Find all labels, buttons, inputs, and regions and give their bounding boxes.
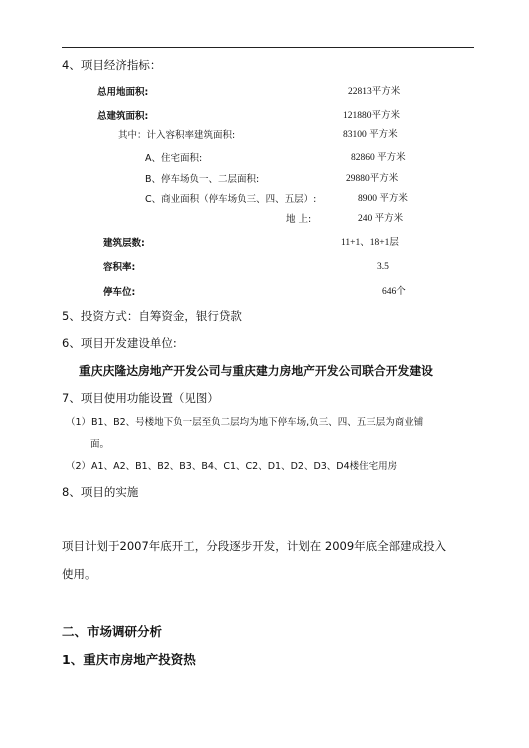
section-7-item-1-cont: 面。: [90, 439, 110, 450]
chapter-2-heading: 二、市场调研分析: [62, 624, 163, 639]
parking-area-value: 29880平方米: [346, 174, 399, 184]
total-building-area-value: 121880平方米: [343, 111, 401, 121]
section-5-heading: 5、投资方式：自筹资金，银行贷款: [62, 309, 242, 323]
parking-area-label: B、停车场负一、二层面积:: [145, 174, 260, 185]
section-4-heading: 4、项目经济指标：: [62, 58, 162, 72]
section-7-item-2: （2）A1、A2、B1、B2、B3、B4、C1、C2、D1、D2、D3、D4楼住宅用房: [66, 461, 398, 472]
parking-spaces-value: 646个: [382, 287, 406, 297]
floors-label: 建筑层数:: [103, 238, 145, 249]
section-7-heading: 7、项目使用功能设置（见图）: [62, 391, 219, 405]
above-ground-label: 地 上:: [286, 214, 312, 225]
commercial-area-label: C、商业面积（停车场负三、四、五层）:: [145, 194, 317, 205]
far-label: 容积率:: [103, 262, 136, 273]
section-8-paragraph-cont: 使用。: [62, 567, 97, 581]
section-6-heading: 6、项目开发建设单位:: [62, 336, 177, 350]
residential-area-label: A、住宅面积:: [145, 153, 203, 164]
total-land-area-value: 22813平方米: [348, 87, 401, 97]
section-8-paragraph: 项目计划于2007年底开工，分段逐步开发，计划在 2009年底全部建成投入: [62, 539, 447, 553]
parking-spaces-label: 停车位:: [103, 287, 136, 298]
far-area-label: 其中：计入容积率建筑面积:: [118, 130, 236, 141]
above-ground-value: 240 平方米: [358, 214, 404, 224]
floors-value: 11+1、18+1层: [341, 238, 399, 248]
commercial-area-value: 8900 平方米: [358, 194, 408, 204]
subsection-1-heading: 1、重庆市房地产投资热: [62, 652, 196, 667]
header-rule: [62, 47, 474, 48]
far-area-value: 83100 平方米: [343, 130, 398, 140]
total-land-area-label: 总用地面积:: [97, 87, 149, 98]
far-value: 3.5: [377, 262, 389, 272]
total-building-area-label: 总建筑面积:: [97, 111, 149, 122]
section-8-heading: 8、项目的实施: [62, 485, 139, 499]
residential-area-value: 82860 平方米: [351, 153, 406, 163]
section-7-item-1: （1）B1、B2、号楼地下负一层至负二层均为地下停车场,负三、四、五三层为商业铺: [66, 417, 424, 428]
developer-name: 重庆庆隆达房地产开发公司与重庆建力房地产开发公司联合开发建设: [79, 364, 433, 378]
